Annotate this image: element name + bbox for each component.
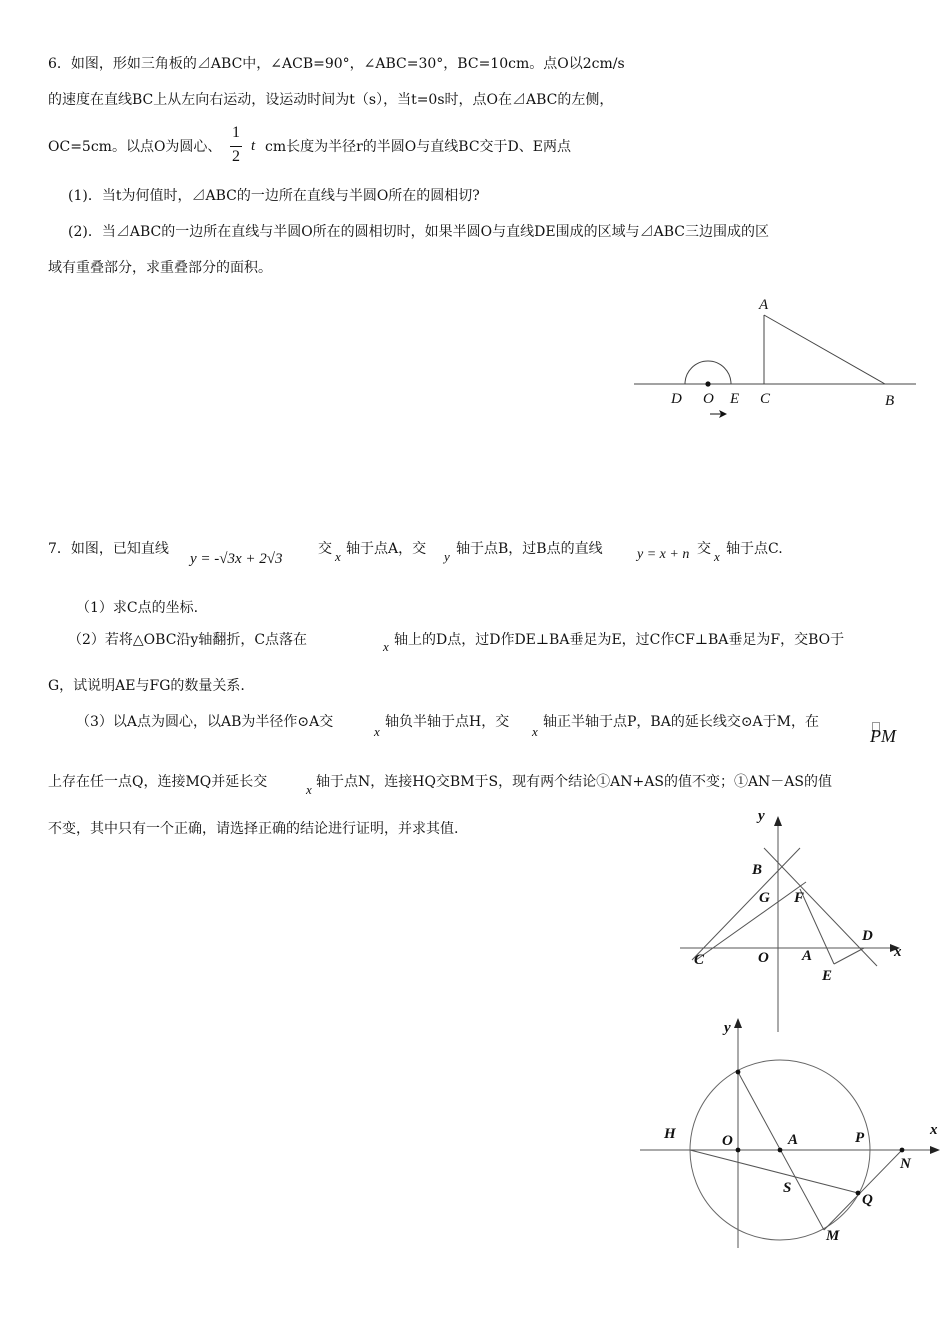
semicircle-o: [685, 361, 731, 384]
label-o: O: [703, 391, 714, 407]
q6-line3-a: OC=5cm。以点O为圆心、: [48, 139, 222, 155]
q7-line1-c: 轴于点A，交: [346, 541, 427, 557]
q7-part1: （1）求C点的坐标.: [76, 600, 199, 616]
label-y: y: [758, 808, 765, 824]
point-b: [736, 1070, 741, 1075]
q6-fraction-denominator: 2: [232, 148, 240, 165]
q6-figure-triangle-semicircle: [630, 290, 920, 425]
q7-x3: x: [383, 639, 389, 654]
q7-equation-2: y = x + n: [637, 547, 690, 562]
label-x: x: [930, 1122, 938, 1138]
q7-x4: x: [374, 724, 380, 739]
label-d: D: [862, 928, 873, 944]
q7-part5: 不变，其中只有一个正确，请选择正确的结论进行证明，并求其值.: [48, 821, 459, 837]
q7-line1-e: 交: [697, 541, 711, 557]
label-a: A: [802, 948, 813, 964]
q7-line1-a: 7．如图，已知直线: [48, 541, 169, 557]
q7-figure-1-axes: [672, 800, 912, 1035]
label-e: E: [730, 391, 740, 407]
q7-x2: x: [714, 549, 720, 564]
q7-figure-2-circle: [630, 1010, 948, 1250]
label-c: C: [760, 391, 771, 407]
label-s: S: [783, 1180, 792, 1196]
q7-line1-d: 轴于点B，过B点的直线: [456, 541, 603, 557]
point-o: [705, 381, 710, 386]
label-e: E: [822, 968, 833, 984]
q6-fraction-numerator: 1: [232, 124, 240, 141]
q7-part3-a: （3）以A点为圆心，以AB为半径作⊙A交: [76, 714, 334, 730]
q7-part3-b: 轴负半轴于点H，交: [385, 714, 510, 730]
label-g: G: [759, 890, 770, 906]
label-x: x: [894, 944, 902, 960]
q6-part1: (1)．当t为何值时，⊿ABC的一边所在直线与半圆O所在的圆相切?: [68, 188, 480, 204]
q6-part2-b: 域有重叠部分，求重叠部分的面积。: [48, 260, 272, 276]
q7-line1-b: 交: [318, 541, 332, 557]
label-n: N: [900, 1156, 911, 1172]
x-axis-arrow-icon: [930, 1146, 940, 1154]
side-ab: [764, 315, 885, 384]
q7-part2-c: G，试说明AE与FG的数量关系.: [48, 678, 245, 694]
q7-equation-1: y = -√3x + 2√3: [190, 551, 283, 567]
q7-part4-b: 轴于点N，连接HQ交BM于S，现有两个结论①AN+AS的值不变；①AN－AS的值: [316, 774, 833, 790]
q6-fraction-bar: [230, 146, 242, 147]
q7-part4-a: 上存在任一点Q，连接MQ并延长交: [48, 774, 268, 790]
point-o: [736, 1148, 741, 1153]
q7-x6: x: [306, 782, 312, 797]
point-a: [778, 1148, 783, 1153]
q6-line1: 6．如图，形如三角板的⊿ABC中，∠ACB=90°，∠ABC=30°，BC=10cm。点O以2cm/s: [48, 56, 625, 72]
line-de: [834, 948, 864, 964]
line-hq: [690, 1150, 858, 1193]
q7-line1-f: 轴于点C.: [726, 541, 783, 557]
q7-part2-a: （2）若将△OBC沿y轴翻折，C点落在: [68, 632, 308, 648]
label-h: H: [664, 1126, 676, 1142]
point-n: [900, 1148, 905, 1153]
q6-line3-b: cm长度为半径r的半圆O与直线BC交于D、E两点: [265, 139, 571, 155]
label-y: y: [724, 1020, 731, 1036]
y-axis-arrow-icon: [734, 1018, 742, 1028]
label-b: B: [885, 393, 895, 409]
y-axis-arrow-icon: [774, 816, 782, 826]
q6-part2-a: (2)．当⊿ABC的一边所在直线与半圆O所在的圆相切时，如果半圆O与直线DE围成的区域与⊿ABC三边围成的区: [68, 224, 769, 240]
q7-x1: x: [335, 549, 341, 564]
label-c: C: [694, 952, 705, 968]
q6-line2: 的速度在直线BC上从左向右运动，设运动时间为t（s），当t=0s时，点O在⊿ABC的左侧，: [48, 92, 614, 108]
label-a: A: [788, 1132, 799, 1148]
label-p: P: [855, 1130, 865, 1146]
label-d: D: [671, 391, 682, 407]
line-bc: [692, 848, 800, 960]
q7-y1: y: [444, 549, 450, 564]
q7-part3-c: 轴正半轴于点P，BA的延长线交⊙A于M，在: [543, 714, 819, 730]
label-a: A: [759, 297, 769, 313]
q6-fraction-variable: t: [251, 138, 256, 154]
line-mn: [824, 1150, 902, 1230]
label-f: F: [794, 890, 805, 906]
q7-x5: x: [532, 724, 538, 739]
q7-part2-b: 轴上的D点，过D作DE⊥BA垂足为E，过C作CF⊥BA垂足为F，交BO于: [394, 632, 845, 648]
label-b: B: [752, 862, 763, 878]
label-m: M: [826, 1228, 840, 1244]
label-o: O: [758, 950, 769, 966]
q7-arc-pm: PM: [870, 726, 896, 746]
label-q: Q: [862, 1192, 873, 1208]
label-o: O: [722, 1133, 733, 1149]
point-q: [856, 1191, 861, 1196]
